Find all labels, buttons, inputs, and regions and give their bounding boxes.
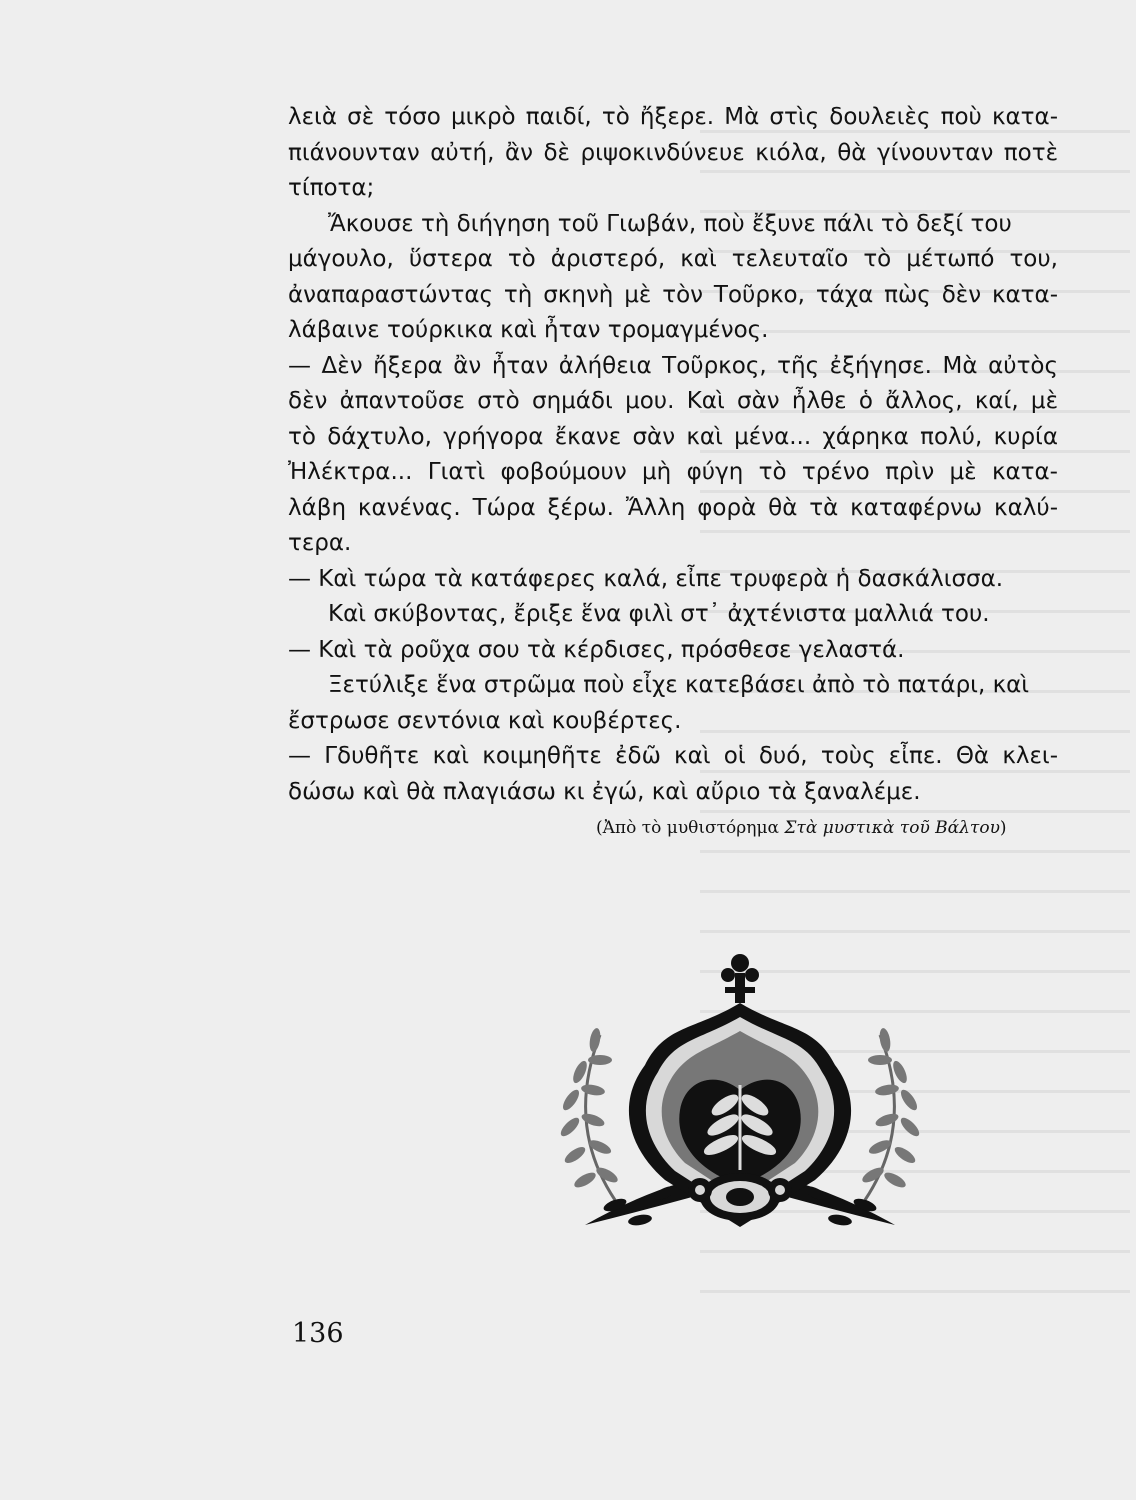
laurel-left-icon bbox=[558, 1027, 620, 1200]
text-line: δὲν ἀπαντοῦσε στὸ σημάδι μου. Καὶ σὰν ἦλθε ὁ ἄλλος, καί, μὲ bbox=[288, 388, 1058, 414]
attribution-suffix: ) bbox=[999, 818, 1007, 838]
text-line: λάβη κανένας. Τώρα ξέρω. Ἄλλη φορὰ θὰ τὰ καταφέρνω καλύ- bbox=[288, 494, 1058, 521]
body-text bbox=[288, 100, 1058, 810]
text-line: ἀναπαραστώντας τὴ σκηνὴ μὲ τὸν Τοῦρκο, τάχα πὼς δὲν κατα- bbox=[288, 281, 1058, 308]
attribution-prefix: (Ἀπὸ τὸ μυθιστόρημα bbox=[596, 818, 785, 838]
text-line: Ἠλέκτρα... Γιατὶ φοβούμουν μὴ φύγη τὸ τρένο πρὶν μὲ κατα- bbox=[288, 459, 1058, 485]
text-line: πιάνουνταν αὐτή, ἂν δὲ ριψοκινδύνευε κιόλα, θὰ γίνουνταν ποτὲ bbox=[288, 139, 1058, 166]
text-line: Ἄκουσε τὴ διήγηση τοῦ Γιωβάν, ποὺ ἔξυνε πάλι τὸ δεξί του bbox=[328, 210, 1012, 237]
ornament-icon bbox=[545, 935, 935, 1270]
text-line: λειὰ σὲ τόσο μικρὸ παιδί, τὸ ἤξερε. Μὰ στὶς δουλειὲς ποὺ κατα- bbox=[288, 104, 1058, 130]
text-line: — Καὶ τώρα τὰ κατάφερες καλά, εἶπε τρυφερὰ ἡ δασκάλισσα. bbox=[288, 565, 1004, 592]
text-line: τίποτα; bbox=[288, 175, 375, 201]
text-line: μάγουλο, ὕστερα τὸ ἀριστερό, καὶ τελευταῖο τὸ μέτωπό του, bbox=[288, 246, 1058, 272]
text-line: ἔστρωσε σεντόνια καὶ κουβέρτες. bbox=[288, 707, 682, 734]
text-line: — Γδυθῆτε καὶ κοιμηθῆτε ἐδῶ καὶ οἱ δυό, τοὺς εἶπε. Θὰ κλει- bbox=[288, 743, 1058, 769]
page-number: 136 bbox=[292, 1318, 344, 1349]
text-line: — Δὲν ἤξερα ἂν ἦταν ἀλήθεια Τοῦρκος, τῆς ἐξήγησε. Μὰ αὐτὸς bbox=[288, 352, 1058, 379]
source-attribution bbox=[596, 818, 1007, 838]
text-line: λάβαινε τούρκικα καὶ ἦταν τρομαγμένος. bbox=[288, 317, 769, 343]
text-line: τερα. bbox=[288, 530, 352, 556]
text-line: — Καὶ τὰ ροῦχα σου τὰ κέρδισες, πρόσθεσε γελαστά. bbox=[288, 636, 905, 663]
laurel-right-icon bbox=[860, 1027, 922, 1200]
text-line: δώσω καὶ θὰ πλαγιάσω κι ἐγώ, καὶ αὔριο τὰ ξαναλέμε. bbox=[288, 778, 921, 805]
novel-title: Στὰ μυστικὰ τοῦ Βάλτου bbox=[784, 818, 1000, 838]
text-line: τὸ δάχτυλο, γρήγορα ἔκανε σὰν καὶ μένα... χάρηκα πολύ, κυρία bbox=[288, 423, 1058, 450]
text-line: Ξετύλιξε ἕνα στρῶμα ποὺ εἶχε κατεβάσει ἀπὸ τὸ πατάρι, καὶ bbox=[328, 672, 1030, 698]
text-line: Καὶ σκύβοντας, ἔριξε ἕνα φιλὶ στ᾽ ἀχτένιστα μαλλιά του. bbox=[328, 601, 990, 627]
